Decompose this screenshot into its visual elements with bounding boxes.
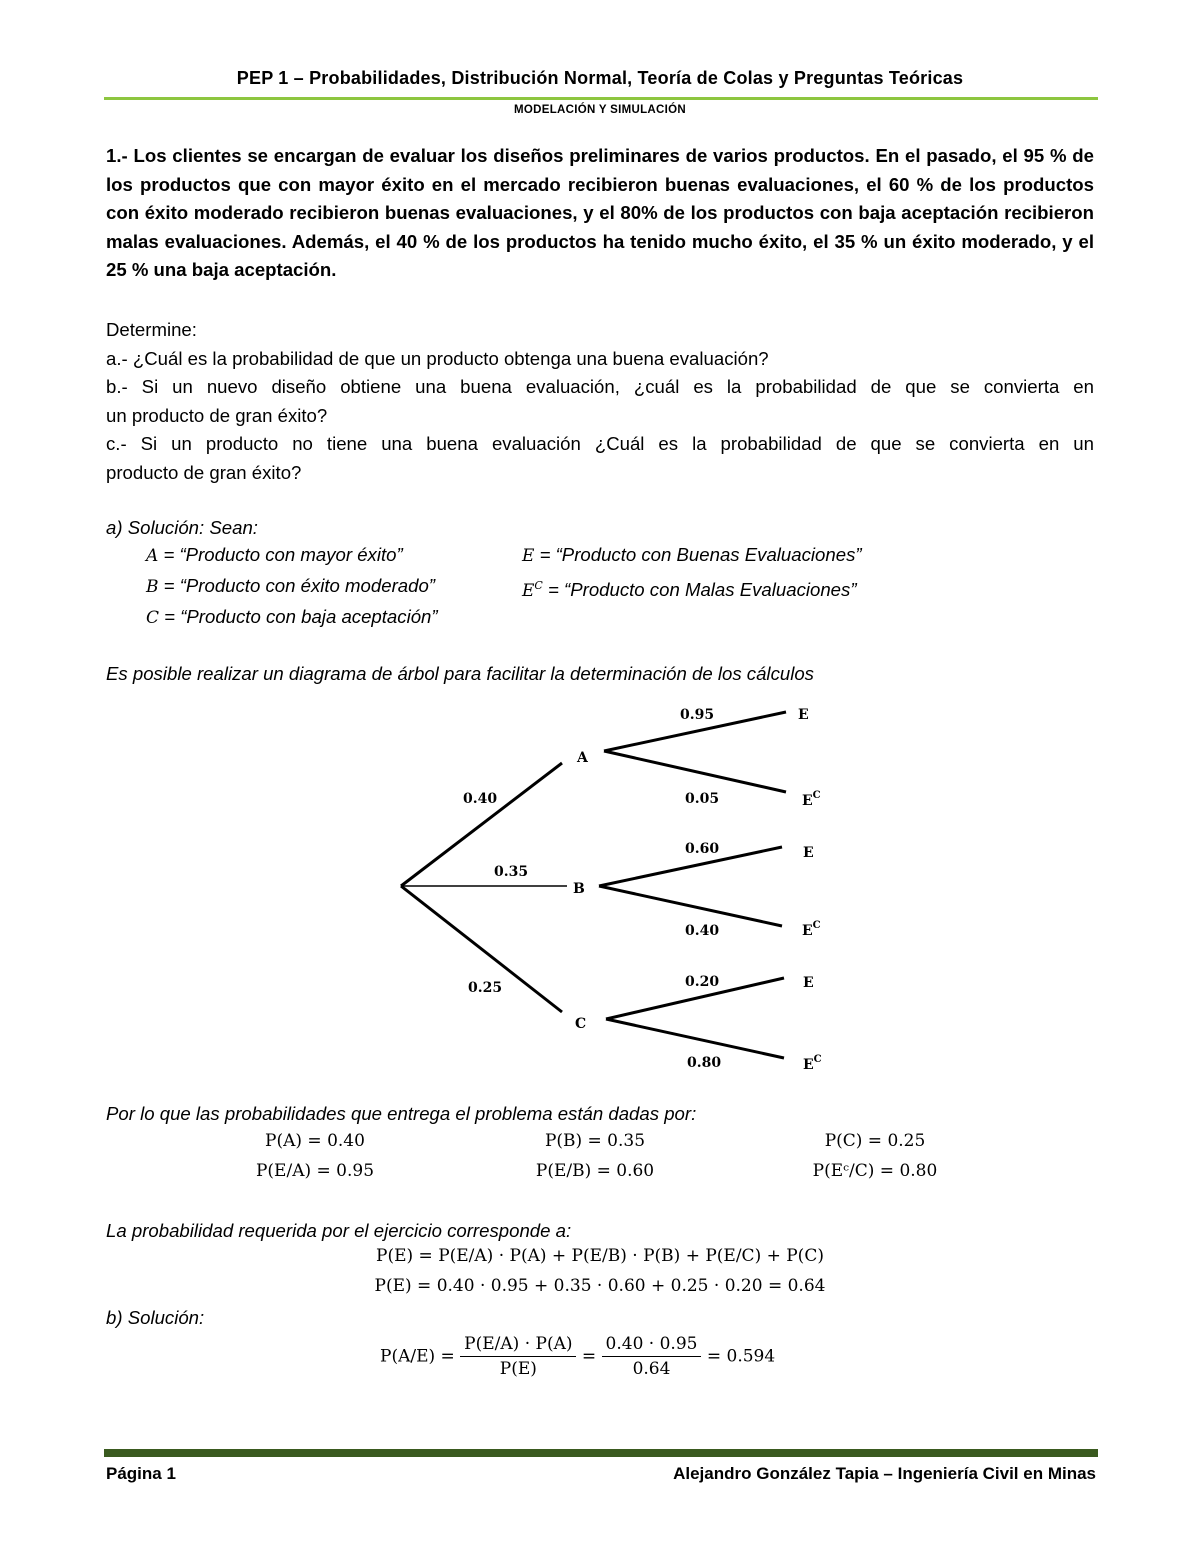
prob-label-B-Ec: 0.40: [685, 923, 720, 939]
tree-intro: Es posible realizar un diagrama de árbol para facilitar la determinación de los cálculos: [106, 663, 814, 684]
question-b-line2: un producto de gran éxito?: [106, 404, 328, 426]
total-formula: P(E) = P(E/A) · P(A) + P(E/B) · P(B) + P(E/C) + P(C): [376, 1246, 824, 1266]
branch-C-Ec: [606, 1019, 784, 1058]
solution-a-heading: a) Solución: Sean:: [106, 517, 258, 538]
branch-A-Ec: [604, 751, 786, 792]
total-value: P(E) = 0.40 · 0.95 + 0.35 · 0.60 + 0.25 · 0.20 = 0.64: [374, 1276, 826, 1296]
footer-author: Alejandro González Tapia – Ingeniería Civil en Minas: [673, 1464, 1096, 1483]
prob-label-A-Ec: 0.05: [685, 791, 720, 807]
bayes-fraction-1: [460, 1334, 576, 1379]
bayes-formula: [380, 1334, 775, 1379]
leaf-B-E: E: [803, 845, 814, 861]
leaf-C-Ec: $E^C$: [803, 1054, 822, 1073]
given-pB: P(B) = 0.35: [544, 1131, 646, 1151]
def-C-text: = “Producto con baja aceptación”: [159, 606, 438, 627]
def-B-symbol: B: [146, 577, 159, 597]
leaf-A-E: E: [798, 707, 809, 723]
given-pC: P(C) = 0.25: [824, 1131, 926, 1151]
bayes-result: = 0.594: [706, 1346, 776, 1367]
page-header-title: PEP 1 – Probabilidades, Distribución Normal, Teoría de Colas y Preguntas Teóricas: [236, 68, 964, 88]
def-A-symbol: A: [146, 546, 159, 566]
prob-label-root-C: 0.25: [468, 980, 503, 996]
prob-label-C-Ec: 0.80: [687, 1055, 722, 1071]
prob-label-A-E: 0.95: [680, 707, 715, 723]
def-Ec-text: = “Producto con Malas Evaluaciones”: [542, 579, 857, 601]
solution-b-heading: b) Solución:: [106, 1307, 205, 1328]
branch-B-Ec: [599, 886, 782, 926]
footer-divider: [104, 1449, 1098, 1457]
given-pEcC: P(Eᶜ/C) = 0.80: [812, 1161, 938, 1181]
def-A-text: = “Producto con mayor éxito”: [158, 544, 403, 565]
node-B: B: [573, 881, 585, 897]
bayes-equals: =: [581, 1346, 597, 1367]
def-Ec-superscript: C: [534, 579, 543, 592]
footer-page-number: Página 1: [106, 1464, 176, 1483]
given-intro: Por lo que las probabilidades que entrega el problema están dadas por:: [106, 1103, 697, 1124]
given-pEB: P(E/B) = 0.60: [535, 1161, 655, 1181]
def-C-symbol: C: [146, 608, 160, 628]
given-pA: P(A) = 0.40: [265, 1131, 365, 1151]
determine-label: Determine:: [106, 319, 197, 340]
page-header-subtitle: MODELACIÓN Y SIMULACIÓN: [514, 104, 686, 116]
node-C: C: [575, 1016, 587, 1032]
question-c-line2: producto de gran éxito?: [106, 461, 302, 483]
leaf-A-Ec: $E^C$: [802, 790, 821, 809]
problem-number: 1.-: [106, 145, 128, 166]
question-a: a.- ¿Cuál es la probabilidad de que un producto obtenga una buena evaluación?: [106, 347, 769, 369]
def-B-text: = “Producto con éxito moderado”: [158, 575, 435, 596]
prob-label-root-B: 0.35: [494, 864, 529, 880]
problem-text: Los clientes se encargan de evaluar los diseños preliminares de varios productos. En el pasado, el 95 % de los productos que con mayor éxito en el mercado recibieron buenas evaluaciones, el 60 % de los productos con éxito moderado recibieron buenas evaluaciones, y el 80% de los productos con baja aceptación recibieron malas evaluaciones. Además, el 40 % de los productos ha tenido mucho éxito, el 35 % un éxito moderado, y el 25 % una baja aceptación.: [106, 145, 1095, 281]
bayes-lhs: P(A/E) =: [380, 1346, 455, 1367]
bayes-den-2: 0.64: [632, 1359, 671, 1379]
branch-root-A: [401, 763, 562, 886]
total-intro: La probabilidad requerida por el ejercicio corresponde a:: [106, 1220, 572, 1241]
node-A: A: [577, 750, 588, 766]
leaf-C-E: E: [803, 975, 814, 991]
prob-label-root-A: 0.40: [463, 791, 498, 807]
def-Ec-symbol: E: [522, 581, 535, 602]
def-E-text: = “Producto con Buenas Evaluaciones”: [534, 544, 862, 565]
def-E-symbol: E: [522, 546, 535, 566]
bayes-num-1: P(E/A) · P(A): [460, 1334, 576, 1357]
question-c-line1: c.- Si un producto no tiene una buena evaluación ¿Cuál es la probabilidad de que se convierta en un: [106, 433, 1094, 455]
bayes-den-1: P(E): [499, 1359, 537, 1379]
given-pEA: P(E/A) = 0.95: [255, 1161, 375, 1181]
question-b-line1: b.- Si un nuevo diseño obtiene una buena evaluación, ¿cuál es la probabilidad de que se convierta en: [106, 376, 1094, 398]
prob-label-B-E: 0.60: [685, 841, 720, 857]
bayes-fraction-2: [602, 1334, 702, 1379]
bayes-num-2: 0.40 · 0.95: [602, 1334, 702, 1357]
prob-label-C-E: 0.20: [685, 974, 720, 990]
leaf-B-Ec: $E^C$: [802, 920, 821, 939]
